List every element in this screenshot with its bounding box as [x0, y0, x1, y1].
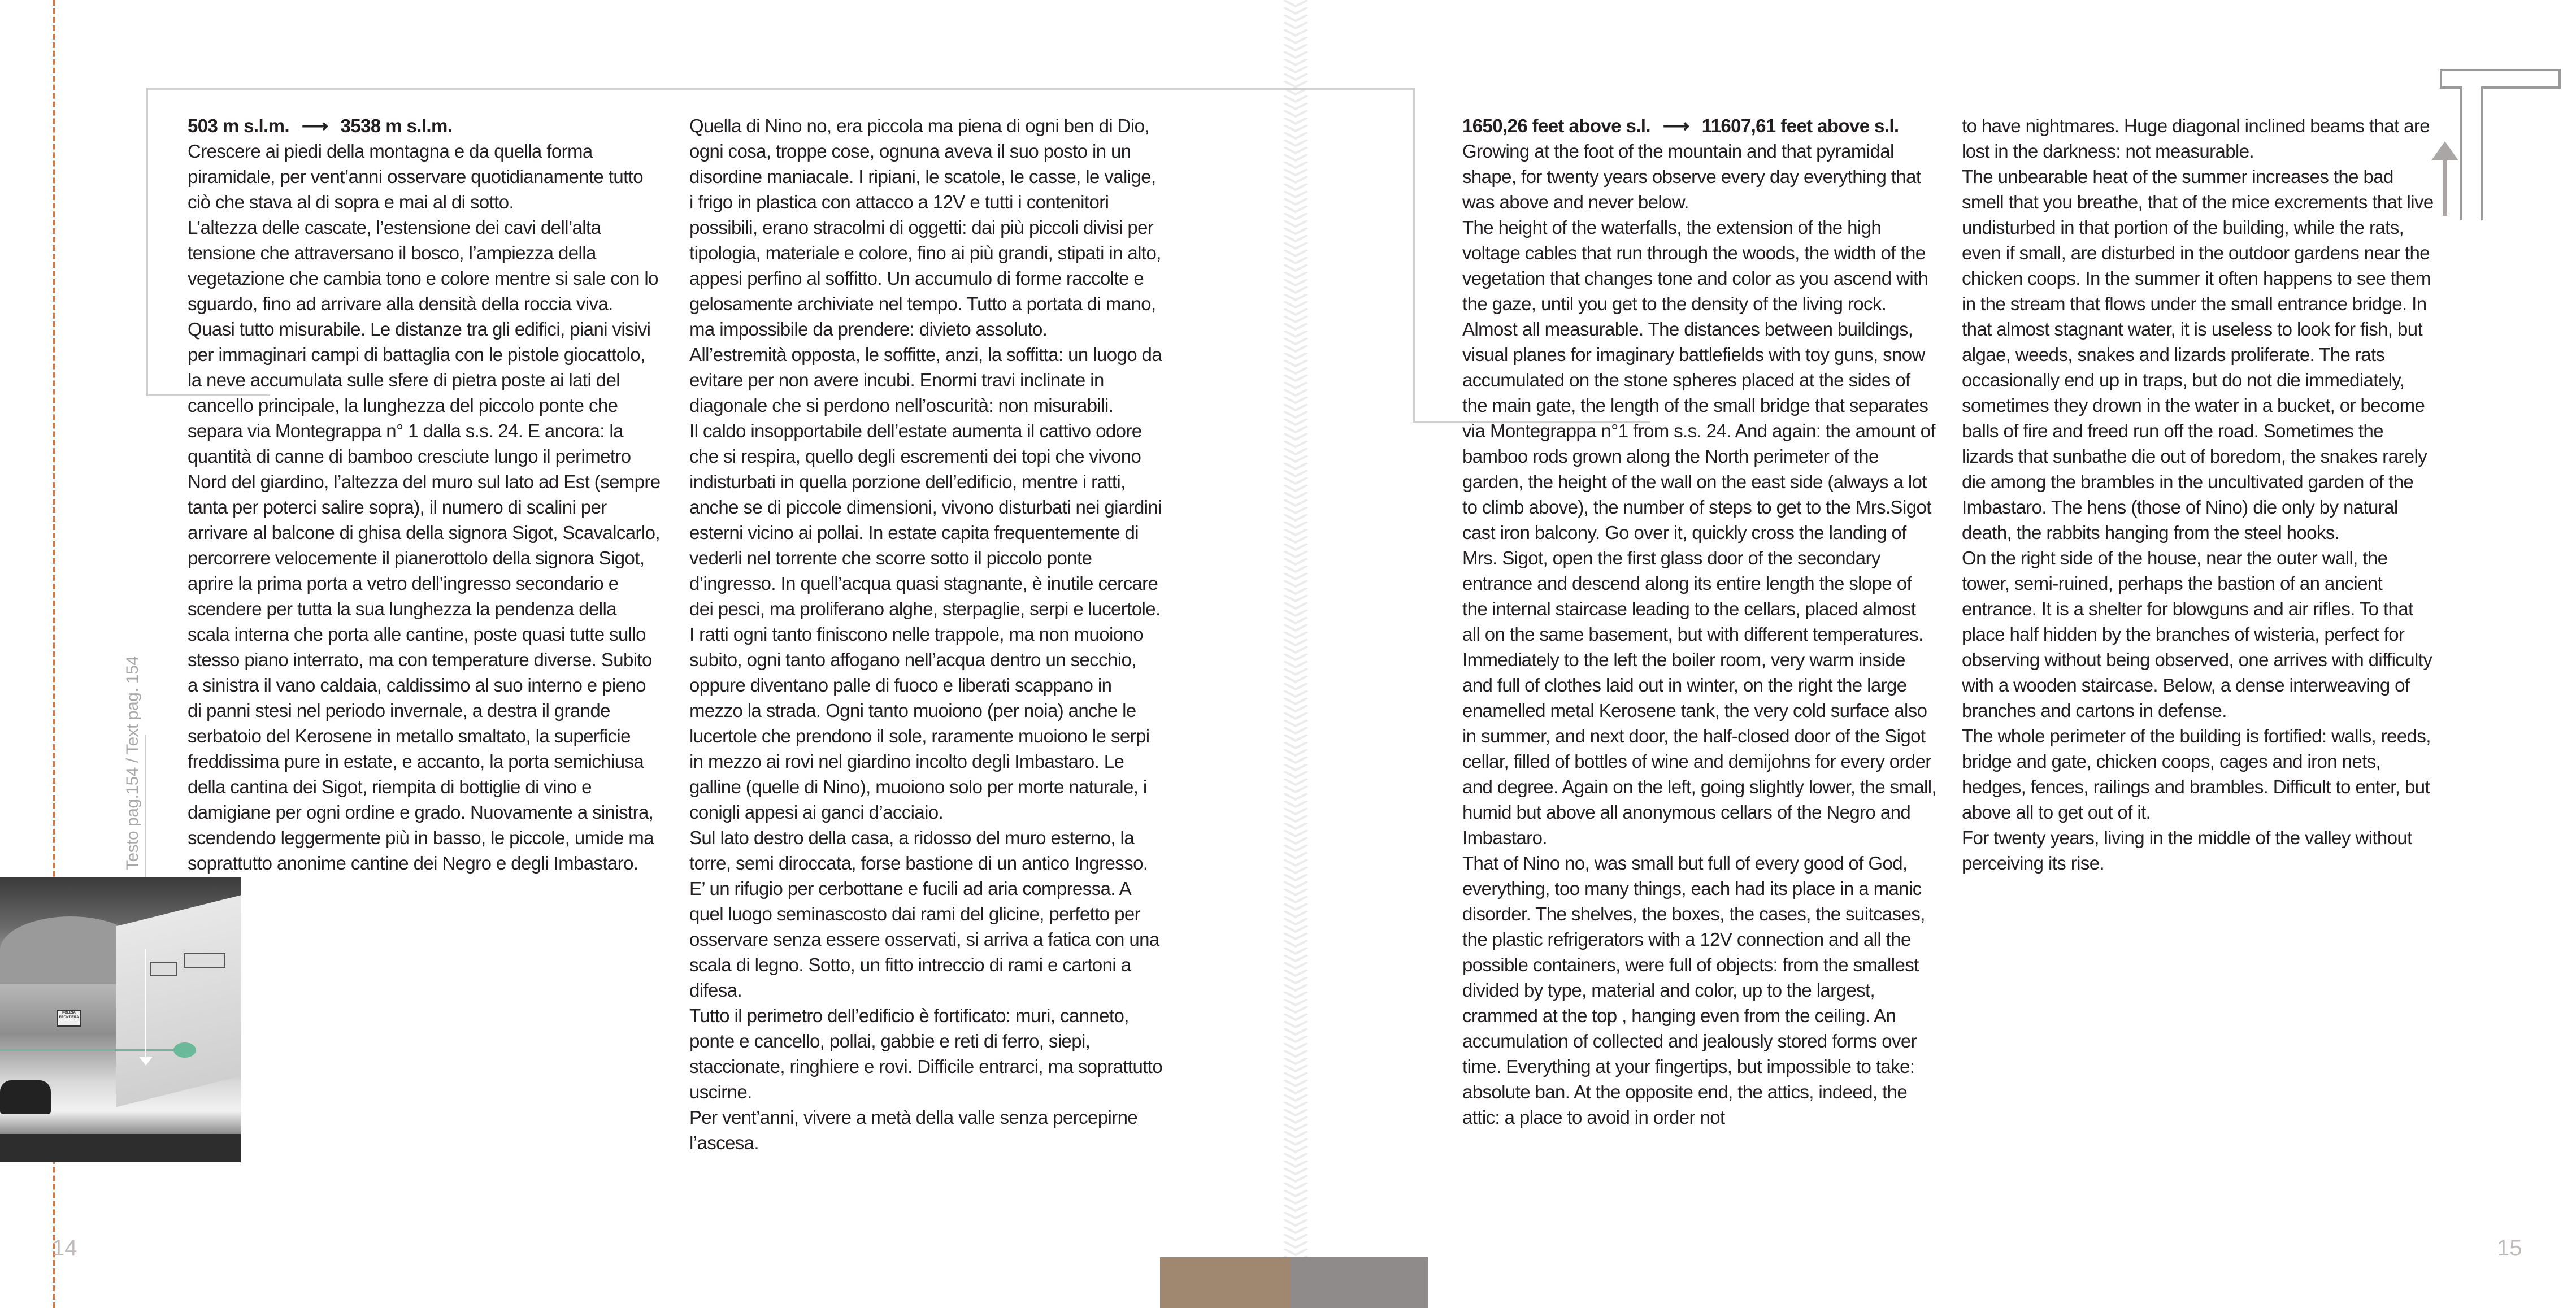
t-logo — [2421, 34, 2568, 223]
down-arrow-line — [145, 949, 146, 1059]
paragraph: Growing at the foot of the mountain and that pyramidal shape, for twenty years observe every day everything that was above and never below. — [1462, 141, 1921, 212]
photo-balcony — [184, 953, 225, 968]
altitude-from: 1650,26 feet above s.l. — [1462, 115, 1650, 136]
paragraph: The height of the waterfalls, the extension of the high voltage cables that run through the woods, the width of the vegetation that changes tone and color as you ascend with the gaze, until you get to the density of the living rock. Almost all measurable. The distances between buildings, visual planes for imaginary battlefields with toy guns, snow accumulated on the stone spheres placed at the sides of the main gate, the length of the small bridge that separates via Montegrappa n°1 from s.s. 24. And again: the amount of bamboo rods grown along the North perimeter of the garden, the height of the wall on the east side (always a lot to climb above), the number of steps to get to the Mrs.Sigot cast iron balcony. Go over it, quickly cross the landing of Mrs. Sigot, open the first glass door of the secondary entrance and descend along its entire length the slope of the internal staircase leading to the cellars, placed almost all on the same basement, but with different temperatures. Immediately to the left the boiler room, very warm inside and full of clothes laid out in winter, on the right the large enamelled metal Kerosene tank, the very cold surface also in summer, and next door, the half-closed door of the Sigot cellar, filled of bottles of wine and demijohns for every order and degree. Again on the left, going slightly lower, the small, humid but above all anonymous cellars of the Negro and Imbastaro. — [1462, 217, 1937, 848]
page-reference-label: Testo pag.154 / Text pag. 154 — [123, 656, 142, 870]
paragraph: For twenty years, living in the middle of the valley without perceiving its rise. — [1962, 827, 2412, 874]
green-marker-dot — [173, 1042, 196, 1058]
left-page-column-2 — [689, 113, 1164, 1155]
color-tab-grey — [1290, 1257, 1428, 1308]
right-page-column-2 — [1962, 113, 2436, 876]
paragraph: to have nightmares. Huge diagonal inclined beams that are lost in the darkness: not measurable. — [1962, 115, 2430, 162]
photo-road — [0, 1134, 241, 1162]
altitude-from: 503 m s.l.m. — [188, 115, 289, 136]
altitude-heading-en — [1462, 113, 1937, 138]
altitude-to: 11607,61 feet above s.l. — [1701, 115, 1899, 136]
altitude-to: 3538 m s.l.m. — [340, 115, 453, 136]
left-page-column-1 — [188, 113, 662, 876]
photo-car — [0, 1080, 51, 1114]
paragraph: Tutto il perimetro dell’edificio è fortificato: muri, canneto, ponte e cancello, pollai, gabbie e reti di ferro, siepi, staccionate, ringhiere e rovi. Difficile entrarci, ma soprattutto uscirne. — [689, 1005, 1163, 1102]
paragraph: The whole perimeter of the building is fortified: walls, reeds, bridge and gate, chicken coops, cages and iron nets, hedges, fences, railings and brambles. Difficult to enter, but above all to get out of it. — [1962, 725, 2431, 823]
spine-chevron-pattern — [1283, 0, 1309, 1308]
house-photo-negative — [0, 877, 241, 1162]
frame-line-right — [1413, 88, 1415, 421]
photo-building — [116, 895, 241, 1107]
paragraph: Crescere ai piedi della montagna e da quella forma piramidale, per vent’anni osservare quotidianamente tutto ciò che stava al di sopra e mai al di sotto. — [188, 141, 643, 212]
altitude-heading-it — [188, 113, 662, 138]
down-arrow-icon — [139, 1057, 153, 1066]
paragraph: Per vent’anni, vivere a metà della valle senza percepirne l’ascesa. — [689, 1107, 1138, 1153]
paragraph: That of Nino no, was small but full of every good of God, everything, too many things, each had its place in a manic disorder. The shelves, the boxes, the cases, the suitcases, the plastic refrigerators with a 12V connection and all the possible containers, were full of objects: from the smallest divided by type, material and color, up to the largest, crammed at the top , hanging even from the ceiling. An accumulation of collected and jealously stored forms over time. Everything at your fingertips, but impossible to take: absolute ban. At the opposite end, the attics, indeed, the attic: a place to avoid in order not — [1462, 853, 1925, 1128]
paragraph: All’estremità opposta, le soffitte, anzi, la soffitta: un luogo da evitare per non avere incubi. Enormi travi inclinate in diagonale che si perdono nell’oscurità: non misurabili. — [689, 344, 1162, 416]
paragraph: L’altezza delle cascate, l’estensione dei cavi dell’alta tensione che attraversano il bosco, l’ampiezza della vegetazione che cambia tono e colore mentre si sale con lo sguardo, fino ad arrivare alla densità della roccia viva. Quasi tutto misurabile. Le distanze tra gli edifici, piani visivi per immaginari campi di battaglia con le pistole giocattolo, la neve accumulata sulle sfere di pietra poste ai lati del cancello principale, la lunghezza del piccolo ponte che separa via Montegrappa n° 1 dalla s.s. 24. E ancora: la quantità di canne di bamboo cresciute lungo il perimetro Nord del giardino, l’altezza del muro sul lato ad Est (sempre tanta per poterci salire sopra), il numero di scalini per arrivare al balcone di ghisa della signora Sigot, Scavalcarlo, percorrere velocemente il pianerottolo della signora Sigot, aprire la prima porta a vetro dell’ingresso secondario e scendere per tutta la sua lunghezza la pendenza della scala interna che porta alle cantine, poste quasi tutte sullo stesso piano interrato, ma con temperature diverse. Subito a sinistra il vano caldaia, caldissimo al suo interno e pieno di panni stesi nel periodo invernale, a destra il grande serbatoio del Kerosene in metallo smaltato, la superficie freddissima pure in estate, e accanto, la porta semichiusa della cantina dei Sigot, riempita di bottiglie di vino e damigiane per ogni ordine e grado. Nuovamente a sinistra, scendendo leggermente più in basso, le piccole, umide ma soprattutto anonime cantine dei Negro e degli Imbastaro. — [188, 217, 661, 874]
right-arrow-icon: ⟶ — [301, 115, 328, 136]
right-page-column-1 — [1462, 113, 1937, 1130]
up-arrow-icon — [2431, 141, 2458, 216]
frame-line-top — [146, 88, 1414, 90]
page-number-left: 14 — [52, 1236, 77, 1261]
paragraph: The unbearable heat of the summer increases the bad smell that you breathe, that of the mice excrements that live undisturbed in that portion of the building, while the rats, even if small, are disturbed in the outdoor gardens near the chicken coops. In the summer it often happens to see them in the stream that flows under the small entrance bridge. In that almost stagnant water, it is useless to look for fish, but algae, weeds, snakes and lizards proliferate. The rats occasionally end up in traps, but do not die immediately, sometimes they drown in the water in a bucket, or become balls of fire and freed run off the road. Sometimes the lizards that sunbathe die out of boredom, the snakes rarely die among the brambles in the uncultivated garden of the Imbastaro. The hens (those of Nino) die only by natural death, the rabbits hanging from the steel hooks. — [1962, 166, 2434, 543]
page-number-right: 15 — [2497, 1236, 2522, 1261]
right-arrow-icon: ⟶ — [1662, 115, 1689, 136]
frame-line-left — [146, 88, 148, 396]
photo-sign: POLIZIA FRONTIERA — [57, 1010, 81, 1027]
photo-balcony — [150, 962, 177, 976]
paragraph: Quella di Nino no, era piccola ma piena di ogni ben di Dio, ogni cosa, troppe cose, ognuna aveva il suo posto in un disordine maniacale. I ripiani, le scatole, le casse, le valige, i frigo in plastica con attacco a 12V e tutti i contenitori possibili, erano stracolmi di oggetti: dai più piccoli divisi per tipologia, materiale e colore, fino ai più grandi, stipati in alto, appesi perfino al soffitto. Un accumulo di forme raccolte e gelosamente archiviate nel tempo. Tutto a portata di mano, ma impossibile da prendere: divieto assoluto. — [689, 115, 1161, 340]
color-tab-brown — [1160, 1257, 1290, 1308]
paragraph: Il caldo insopportabile dell’estate aumenta il cattivo odore che si respira, quello degli escrementi dei topi che vivono indisturbati in quella porzione dell’edificio, mentre i ratti, anche se di piccole dimensioni, vivono disturbati nei giardini esterni vicino ai pollai. In estate capita frequentemente di vederli nel torrente che scorre sotto il piccolo ponte d’ingresso. In quell’acqua quasi stagnante, è inutile cercare dei pesci, ma proliferano alghe, sterpaglie, serpi e lucertole. I ratti ogni tanto finiscono nelle trappole, ma non muoiono subito, ogni tanto affogano nell’acqua dentro un secchio, oppure diventano palle di fuoco e liberati scappano in mezzo la strada. Ogni tanto muoiono (per noia) anche le lucertole che prendono il sole, raramente muoiono le serpi in mezzo ai rovi nel giardino incolto degli Imbastaro. Le galline (quelle di Nino), muoiono solo per morte naturale, i conigli appesi ai ganci d’acciaio. — [689, 420, 1162, 823]
paragraph: Sul lato destro della casa, a ridosso del muro esterno, la torre, semi diroccata, forse bastione di un antico Ingresso. E’ un rifugio per cerbottane e fucili ad aria compressa. A quel luogo seminascosto dai rami del glicine, perfetto per osservare senza essere osservati, si arriva a fatica con una scala di legno. Sotto, un fitto intreccio di rami e cartoni a difesa. — [689, 827, 1159, 1001]
paragraph: On the right side of the house, near the outer wall, the tower, semi-ruined, perhaps the bastion of an ancient entrance. It is a shelter for blowguns and air rifles. To that place half hidden by the branches of wisteria, perfect for observing without being observed, one arrives with difficulty with a wooden staircase. Below, a dense interweaving of branches and cartons in defense. — [1962, 547, 2432, 721]
green-pointer-line — [0, 1049, 186, 1051]
